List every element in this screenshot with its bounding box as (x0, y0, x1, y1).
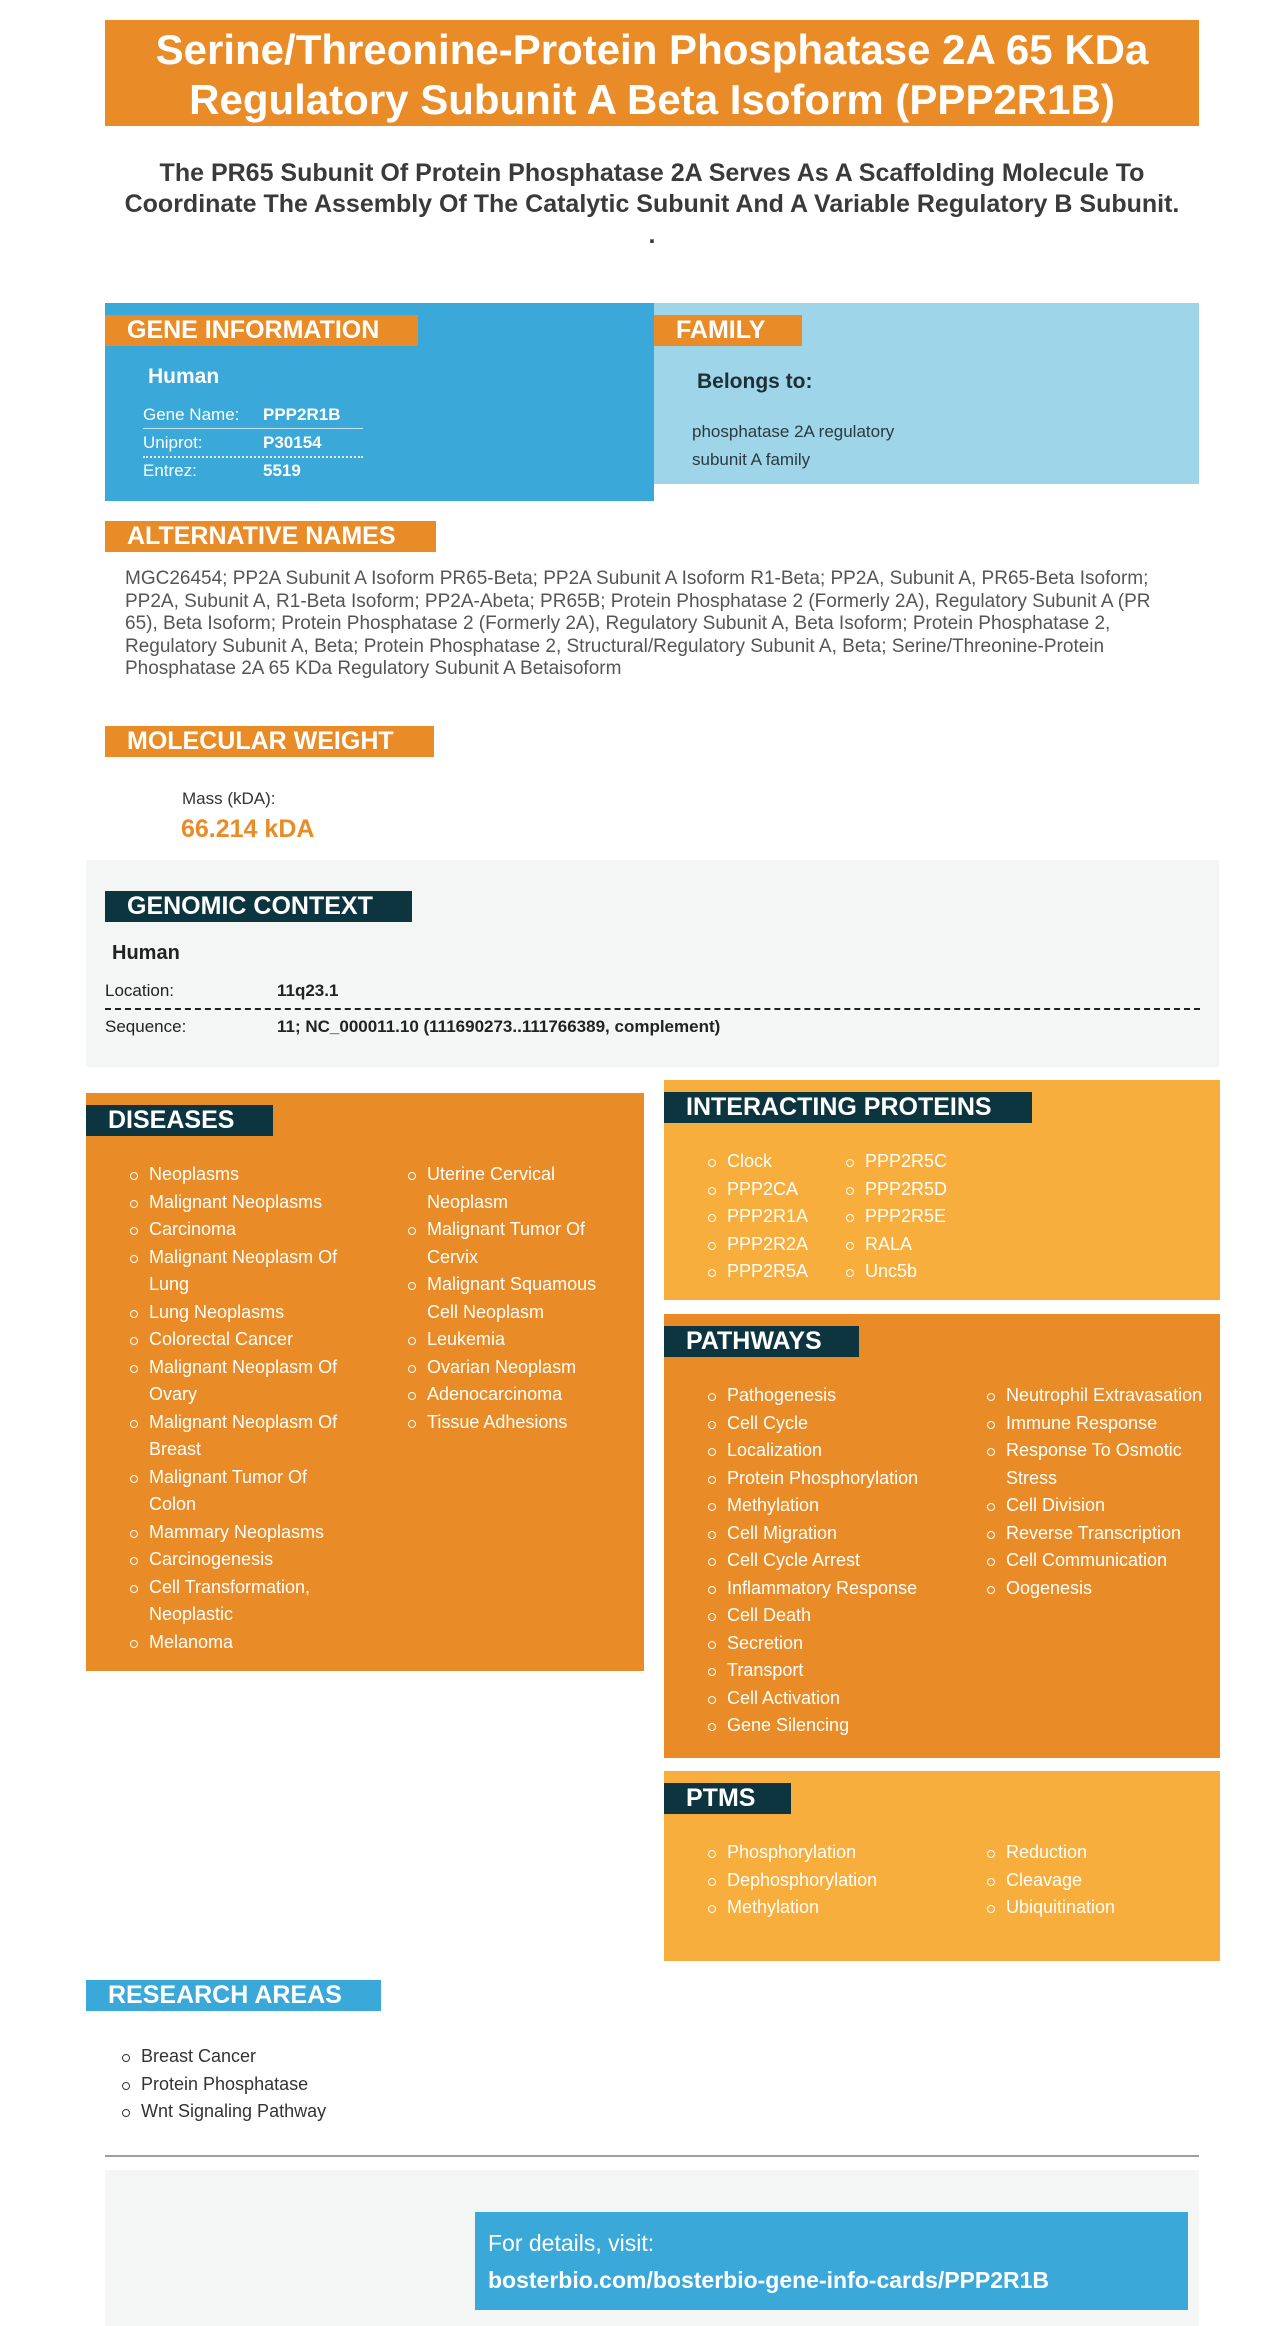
family-value-line2: subunit A family (692, 450, 811, 469)
disease-item: Melanoma (128, 1629, 353, 1657)
pathway-item: Pathogenesis (706, 1382, 946, 1410)
alternative-names-heading: ALTERNATIVE NAMES (105, 521, 436, 552)
research-area-item: Breast Cancer (120, 2043, 620, 2071)
pathway-item: Gene Silencing (706, 1712, 946, 1740)
ptm-item: Phosphorylation (706, 1839, 936, 1867)
disease-item: Mammary Neoplasms (128, 1519, 353, 1547)
interacting-protein-item: PPP2R5D (844, 1176, 974, 1204)
disease-item: Malignant Neoplasms (128, 1189, 353, 1217)
sequence-value: 11; NC_000011.10 (111690273..111766389, complement) (277, 1017, 721, 1036)
interacting-protein-item: PPP2R5E (844, 1203, 974, 1231)
alternative-names-text: MGC26454; PP2A Subunit A Isoform PR65-Beta; PP2A Subunit A Isoform R1-Beta; PP2A, Subunit A, PR65-Beta Isoform; PP2A, Subunit A, R1-Beta Isoform; PP2A-Abeta; PR65B; Protein Phosphatase 2 (Formerly 2A), Regulatory Subunit A (PR 65), Beta Isoform; Protein Phosphatase 2 (Formerly 2A), Regulatory Subunit A, Beta Isoform; Protein Phosphatase 2, Regulatory Subunit A, Beta; Protein Phosphatase 2, Structural/Regulatory Subunit A, Beta; Serine/Threonine-Protein Phosphatase 2A 65 KDa Regulatory Subunit A Betaisoform (125, 568, 1151, 679)
gene-information-heading: GENE INFORMATION (105, 315, 418, 346)
family-panel (654, 303, 1199, 484)
uniprot-row (143, 429, 363, 456)
disease-item: Adenocarcinoma (406, 1381, 606, 1409)
page-subtitle: The PR65 Subunit Of Protein Phosphatase 2A Serves As A Scaffolding Molecule To Coordinate The Assembly Of The Catalytic Subunit And A Variable Regulatory B Subunit. . (124, 159, 1180, 249)
disease-item: Malignant Neoplasm Of Breast (128, 1409, 353, 1464)
family-value (692, 418, 894, 474)
research-area-item: Wnt Signaling Pathway (120, 2098, 620, 2126)
pathway-item: Cell Cycle Arrest (706, 1547, 946, 1575)
entrez-value: 5519 (263, 461, 301, 480)
pathways-list-col2 (985, 1382, 1215, 1602)
disease-item: Malignant Squamous Cell Neoplasm (406, 1271, 606, 1326)
pathways-panel (664, 1314, 1220, 1758)
disease-item: Carcinogenesis (128, 1546, 353, 1574)
details-label: For details, visit: (488, 2230, 655, 2256)
details-box (475, 2212, 1188, 2310)
genomic-context-heading: GENOMIC CONTEXT (105, 891, 412, 922)
gene-name-value: PPP2R1B (263, 405, 341, 424)
interacting-protein-item: Unc5b (844, 1258, 974, 1286)
ptms-list-col1 (706, 1839, 936, 1922)
ptms-list-col2 (985, 1839, 1185, 1922)
ptms-heading: PTMS (664, 1783, 791, 1814)
gene-species: Human (148, 365, 220, 388)
diseases-panel (86, 1093, 644, 1671)
ptms-panel (664, 1771, 1220, 1961)
disease-item: Ovarian Neoplasm (406, 1354, 606, 1382)
pathway-item: Immune Response (985, 1410, 1215, 1438)
interacting-protein-item: PPP2CA (706, 1176, 836, 1204)
pathway-item: Cell Death (706, 1602, 946, 1630)
details-link[interactable]: bosterbio.com/bosterbio-gene-info-cards/PPP2R1B (488, 2267, 1050, 2293)
disease-item: Neoplasms (128, 1161, 353, 1189)
family-value-line1: phosphatase 2A regulatory (692, 422, 895, 441)
location-value: 11q23.1 (277, 981, 339, 1000)
mass-label: Mass (kDA): (182, 789, 276, 808)
pathway-item: Localization (706, 1437, 946, 1465)
disease-item: Malignant Neoplasm Of Lung (128, 1244, 353, 1299)
pathway-item: Cell Activation (706, 1685, 946, 1713)
pathway-item: Protein Phosphorylation (706, 1465, 946, 1493)
diseases-list-col1 (128, 1161, 353, 1656)
diseases-list-col2 (406, 1161, 606, 1436)
uniprot-value: P30154 (263, 433, 322, 452)
sequence-label: Sequence: (105, 1017, 187, 1036)
pathway-item: Cell Division (985, 1492, 1215, 1520)
disease-item: Lung Neoplasms (128, 1299, 353, 1327)
interacting-proteins-heading: INTERACTING PROTEINS (664, 1092, 1032, 1123)
pathway-item: Cell Communication (985, 1547, 1215, 1575)
disease-item: Uterine Cervical Neoplasm (406, 1161, 606, 1216)
genomic-species: Human (112, 942, 180, 964)
interacting-proteins-list-col1 (706, 1148, 836, 1286)
ptm-item: Cleavage (985, 1867, 1185, 1895)
gene-information-panel (105, 303, 654, 501)
research-area-item: Protein Phosphatase (120, 2071, 620, 2099)
pathway-item: Inflammatory Response (706, 1575, 946, 1603)
footer-divider (105, 2155, 1199, 2157)
disease-item: Colorectal Cancer (128, 1326, 353, 1354)
pathway-item: Methylation (706, 1492, 946, 1520)
diseases-heading: DISEASES (86, 1105, 273, 1136)
disease-item: Cell Transformation, Neoplastic (128, 1574, 353, 1629)
interacting-protein-item: PPP2R5A (706, 1258, 836, 1286)
disease-item: Carcinoma (128, 1216, 353, 1244)
pathway-item: Oogenesis (985, 1575, 1215, 1603)
disease-item: Malignant Tumor Of Cervix (406, 1216, 606, 1271)
molecular-weight-heading: MOLECULAR WEIGHT (105, 726, 434, 757)
pathway-item: Cell Cycle (706, 1410, 946, 1438)
family-heading: FAMILY (654, 315, 802, 346)
pathway-item: Transport (706, 1657, 946, 1685)
interacting-protein-item: Clock (706, 1148, 836, 1176)
interacting-protein-item: RALA (844, 1231, 974, 1259)
pathway-item: Cell Migration (706, 1520, 946, 1548)
research-areas-heading: RESEARCH AREAS (86, 1980, 381, 2011)
gene-name-label: Gene Name: (143, 405, 240, 424)
page-title: Serine/Threonine-Protein Phosphatase 2A 65 KDa Regulatory Subunit A Beta Isoform (PPP2R1B) (105, 20, 1199, 126)
ptm-item: Dephosphorylation (706, 1867, 936, 1895)
interacting-protein-item: PPP2R5C (844, 1148, 974, 1176)
disease-item: Leukemia (406, 1326, 606, 1354)
disease-item: Tissue Adhesions (406, 1409, 606, 1437)
mass-value: 66.214 kDA (181, 815, 315, 843)
ptm-item: Reduction (985, 1839, 1185, 1867)
pathway-item: Response To Osmotic Stress (985, 1437, 1215, 1492)
uniprot-label: Uniprot: (143, 433, 203, 452)
disease-item: Malignant Neoplasm Of Ovary (128, 1354, 353, 1409)
pathway-item: Neutrophil Extravasation (985, 1382, 1215, 1410)
ptm-item: Ubiquitination (985, 1894, 1185, 1922)
family-belongs-label: Belongs to: (697, 370, 813, 393)
interacting-protein-item: PPP2R1A (706, 1203, 836, 1231)
entrez-label: Entrez: (143, 461, 197, 480)
pathways-list-col1 (706, 1382, 946, 1740)
pathways-heading: PATHWAYS (664, 1326, 859, 1357)
interacting-proteins-panel (664, 1080, 1220, 1300)
genomic-context-panel (86, 860, 1219, 1067)
location-label: Location: (105, 981, 174, 1000)
entrez-row (143, 457, 363, 484)
disease-item: Malignant Tumor Of Colon (128, 1464, 353, 1519)
interacting-proteins-list-col2 (844, 1148, 974, 1286)
research-areas-list (120, 2043, 620, 2126)
row-divider (105, 1008, 1200, 1010)
pathway-item: Reverse Transcription (985, 1520, 1215, 1548)
gene-name-row (143, 401, 363, 428)
interacting-protein-item: PPP2R2A (706, 1231, 836, 1259)
ptm-item: Methylation (706, 1894, 936, 1922)
pathway-item: Secretion (706, 1630, 946, 1658)
